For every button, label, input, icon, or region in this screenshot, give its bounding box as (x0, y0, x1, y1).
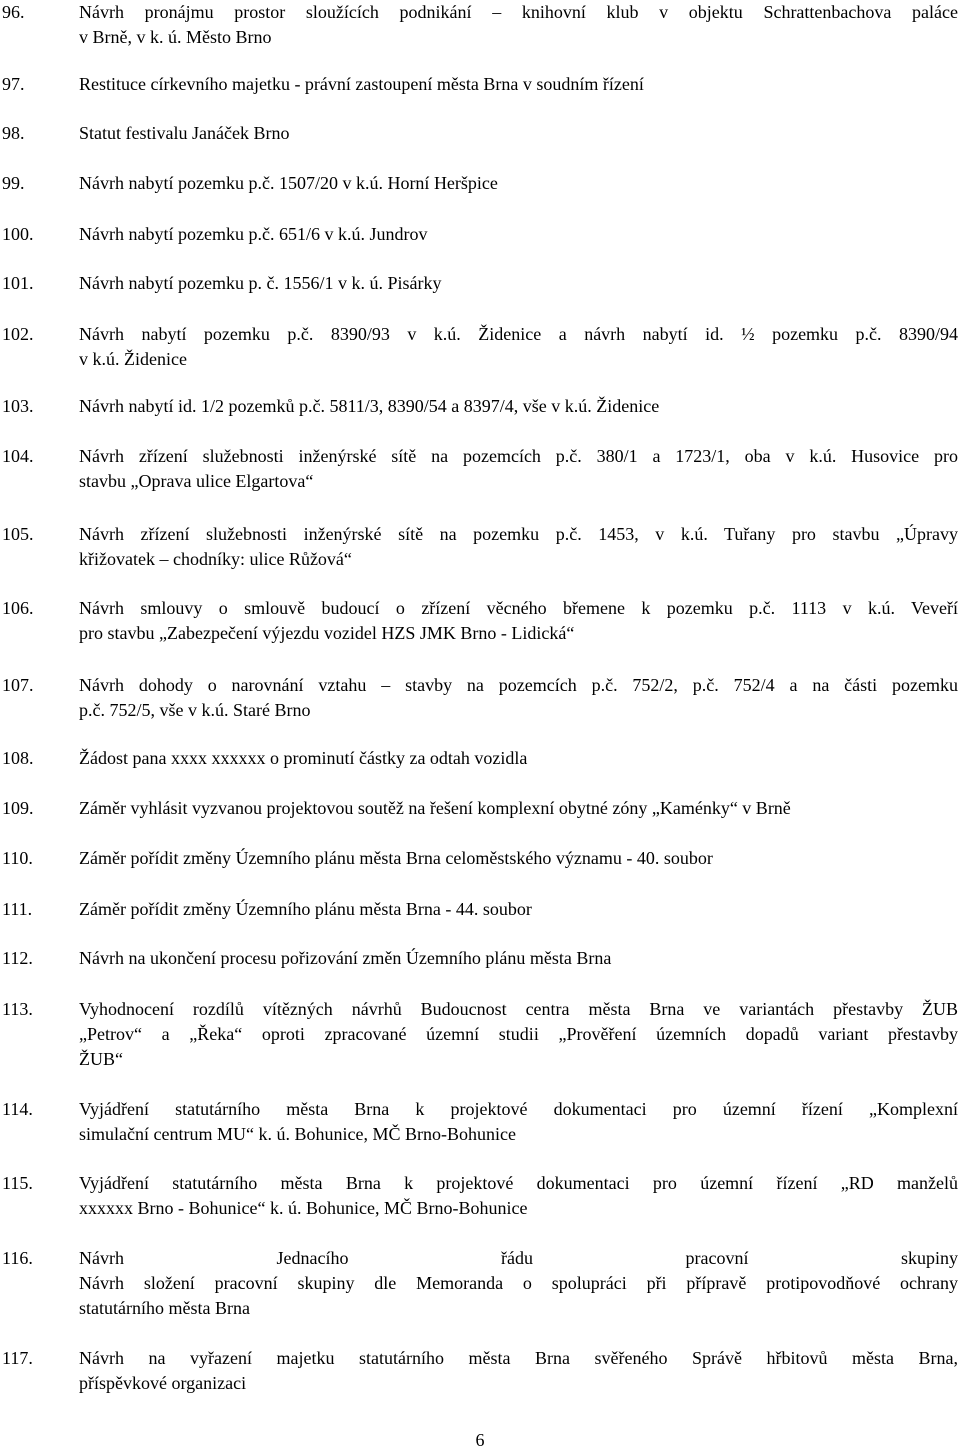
item-number: 112. (2, 948, 33, 968)
item-text-line: Návrh Jednacího řádu pracovní skupiny (79, 1248, 958, 1268)
item-text (79, 1246, 958, 1321)
item-text-line: Návrh nabytí pozemku p. č. 1556/1 v k. ú. Pisárky (79, 273, 442, 293)
item-text-line: Návrh pronájmu prostor sloužících podnikání – knihovní klub v objektu Schrattenbachova paláce (79, 2, 958, 22)
page-number: 6 (475, 1430, 485, 1450)
item-text-line: Návrh zřízení služebnosti inženýrské sítě na pozemku p.č. 1453, v k.ú. Tuřany pro stavbu „Úpravy (79, 524, 958, 544)
item-number: 107. (2, 675, 34, 695)
item-text-line: simulační centrum MU“ k. ú. Bohunice, MČ Brno-Bohunice (79, 1124, 516, 1144)
item-text-line: Záměr pořídit změny Územního plánu města Brna - 44. soubor (79, 899, 532, 919)
item-text-line: xxxxxx Brno - Bohunice“ k. ú. Bohunice, MČ Brno-Bohunice (79, 1198, 528, 1218)
item-text (79, 997, 958, 1072)
item-text-line: Návrh nabytí pozemku p.č. 8390/93 v k.ú. Židenice a návrh nabytí id. ½ pozemku p.č. 8390/94 (79, 324, 958, 344)
item-text (79, 897, 958, 922)
item-text-line: pro stavbu „Zabezpečení výjezdu vozidel HZS JMK Brno - Lidická“ (79, 623, 575, 643)
item-text (79, 796, 958, 821)
item-number: 104. (2, 446, 34, 466)
item-text-line: Statut festivalu Janáček Brno (79, 123, 290, 143)
item-text-line: Návrh složení pracovní skupiny dle Memoranda o spolupráci při přípravě protipovodňové ochrany (79, 1273, 958, 1293)
item-text-line: Návrh smlouvy o smlouvě budoucí o zřízení věcného břemene k pozemku p.č. 1113 v k.ú. Veveří (79, 598, 958, 618)
item-text (79, 322, 958, 372)
item-text-line: Návrh dohody o narovnání vztahu – stavby na pozemcích p.č. 752/2, p.č. 752/4 a na části pozemku (79, 675, 958, 695)
item-text-line: Návrh nabytí pozemku p.č. 1507/20 v k.ú. Horní Heršpice (79, 173, 498, 193)
item-text (79, 394, 958, 419)
item-text-line: příspěvkové organizaci (79, 1373, 247, 1393)
item-text (79, 522, 958, 572)
item-number: 111. (2, 899, 33, 919)
item-number: 98. (2, 123, 25, 143)
item-text (79, 1171, 958, 1221)
item-number: 101. (2, 273, 34, 293)
item-text (79, 271, 958, 296)
item-number: 100. (2, 224, 34, 244)
item-text-line: v k.ú. Židenice (79, 349, 187, 369)
item-text (79, 171, 958, 196)
item-text-line: Žádost pana xxxx xxxxxx o prominutí částky za odtah vozidla (79, 748, 528, 768)
item-text (79, 946, 958, 971)
item-text-line: Návrh zřízení služebnosti inženýrské sítě na pozemcích p.č. 380/1 a 1723/1, oba v k.ú. Husovice pro (79, 446, 958, 466)
item-number: 113. (2, 999, 33, 1019)
item-text (79, 846, 958, 871)
item-text-line: Vyjádření statutárního města Brna k projektové dokumentaci pro územní řízení „RD manželů (79, 1173, 958, 1193)
item-number: 105. (2, 524, 34, 544)
item-text-line: Restituce církevního majetku - právní zastoupení města Brna v soudním řízení (79, 74, 644, 94)
item-text-line: ŽUB“ (79, 1049, 123, 1069)
item-text (79, 222, 958, 247)
item-text (79, 72, 958, 97)
item-text (79, 746, 958, 771)
item-text-line: Návrh nabytí pozemku p.č. 651/6 v k.ú. Jundrov (79, 224, 428, 244)
item-text-line: Návrh na vyřazení majetku statutárního města Brna svěřeného Správě hřbitovů města Brna, (79, 1348, 958, 1368)
item-text-line: „Petrov“ a „Řeka“ oproti zpracované územní studii „Prověření územních dopadů variant přestavby (79, 1024, 958, 1044)
item-text-line: křižovatek – chodníky: ulice Růžová“ (79, 549, 352, 569)
item-text (79, 1346, 958, 1396)
item-number: 102. (2, 324, 34, 344)
item-text (79, 444, 958, 494)
item-text-line: Vyjádření statutárního města Brna k projektové dokumentaci pro územní řízení „Komplexní (79, 1099, 958, 1119)
item-number: 110. (2, 848, 33, 868)
item-number: 115. (2, 1173, 33, 1193)
item-text (79, 1097, 958, 1147)
item-text (79, 0, 958, 50)
item-number: 116. (2, 1248, 33, 1268)
item-text-line: v Brně, v k. ú. Město Brno (79, 27, 272, 47)
item-text-line: Návrh na ukončení procesu pořizování změn Územního plánu města Brna (79, 948, 612, 968)
item-number: 114. (2, 1099, 33, 1119)
item-text-line: p.č. 752/5, vše v k.ú. Staré Brno (79, 700, 311, 720)
item-number: 109. (2, 798, 34, 818)
item-text (79, 596, 958, 646)
item-number: 97. (2, 74, 25, 94)
item-text-line: Návrh nabytí id. 1/2 pozemků p.č. 5811/3, 8390/54 a 8397/4, vše v k.ú. Židenice (79, 396, 660, 416)
item-text-line: statutárního města Brna (79, 1298, 250, 1318)
item-number: 103. (2, 396, 34, 416)
item-number: 106. (2, 598, 34, 618)
item-number: 99. (2, 173, 25, 193)
item-text-line: Záměr vyhlásit vyzvanou projektovou soutěž na řešení komplexní obytné zóny „Kaménky“ v Brně (79, 798, 791, 818)
item-text-line: Vyhodnocení rozdílů vítězných návrhů Budoucnost centra města Brna ve variantách přestavby ŽUB (79, 999, 958, 1019)
item-text (79, 673, 958, 723)
item-number: 108. (2, 748, 34, 768)
item-text-line: Záměr pořídit změny Územního plánu města Brna celoměstského významu - 40. soubor (79, 848, 713, 868)
item-number: 96. (2, 2, 25, 22)
item-text-line: stavbu „Oprava ulice Elgartova“ (79, 471, 314, 491)
item-number: 117. (2, 1348, 33, 1368)
item-text (79, 121, 958, 146)
